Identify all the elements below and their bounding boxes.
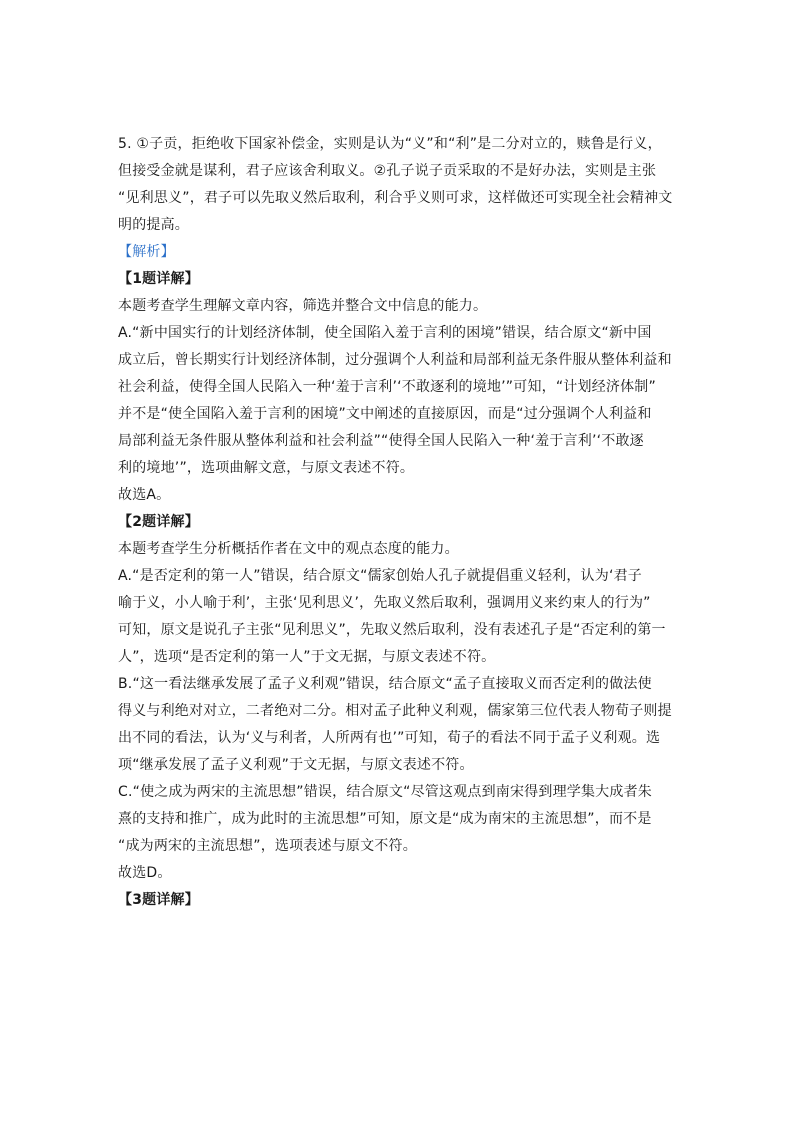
text-line: C.“使之成为两宋的主流思想”错误，结合原文“尽管这观点到南宋得到理学集大成者朱 bbox=[118, 784, 652, 800]
text-line: 但接受金就是谋利，君子应该舍利取义。②孔子说子贡采取的不是好办法，实则是主张 bbox=[118, 163, 657, 179]
text-line: A.“是否定利的第一人”错误，结合原文“儒家创始人孔子就提倡重义轻利，认为‘君子 bbox=[118, 568, 642, 584]
text-line: 故选D。 bbox=[118, 865, 172, 881]
question-2-section bbox=[118, 509, 688, 887]
text-line: 局部利益无条件服从整体利益和社会利益”“使得全国人民陷入一种‘羞于言利’‘不敢逐 bbox=[118, 433, 644, 449]
text-line: “见利思义”，君子可以先取义然后取利，利合乎义则可求，这样做还可实现全社会精神文 bbox=[118, 190, 673, 206]
question-3-heading: 【3题详解】 bbox=[118, 892, 199, 908]
text-line: A.“新中国实行的计划经济体制，使全国陷入羞于言利的困境”错误，结合原文“新中国 bbox=[118, 325, 652, 341]
text-line: 明的提高。 bbox=[118, 217, 189, 233]
text-line: 可知，原文是说孔子主张“见利思义”，先取义然后取利，没有表述孔子是“否定利的第一 bbox=[118, 622, 666, 638]
text-line: 出不同的看法，认为‘义与利者，人所两有也’”可知，荀子的看法不同于孟子义利观。选 bbox=[118, 730, 661, 746]
text-line: 得义与利绝对对立，二者绝对二分。相对孟子此种义利观，儒家第三位代表人物荀子则提 bbox=[118, 703, 672, 719]
text-line: B.“这一看法继承发展了孟子义利观”错误，结合原文“孟子直接取义而否定利的做法使 bbox=[118, 676, 652, 692]
question-2-heading: 【2题详解】 bbox=[118, 514, 199, 530]
question-3-section bbox=[118, 887, 688, 914]
text-line: 人”，选项“是否定利的第一人”于文无据，与原文表述不符。 bbox=[118, 649, 496, 665]
text-line: 本题考查学生理解文章内容，筛选并整合文中信息的能力。 bbox=[118, 298, 488, 314]
question-1-heading: 【1题详解】 bbox=[118, 271, 199, 287]
text-line: “成为两宋的主流思想”，选项表述与原文不符。 bbox=[118, 838, 417, 854]
text-line: 利的境地’”，选项曲解文意，与原文表述不符。 bbox=[118, 460, 415, 476]
text-line: 成立后，曾长期实行计划经济体制，过分强调个人利益和局部利益无条件服从整体利益和 bbox=[118, 352, 672, 368]
text-line: 本题考查学生分析概括作者在文中的观点态度的能力。 bbox=[118, 541, 459, 557]
text-line: 5. ①子贡，拒绝收下国家补偿金，实则是认为“义”和“利”是二分对立的，赎鲁是行义， bbox=[118, 136, 662, 152]
question-1-section bbox=[118, 266, 688, 509]
text-line: 项“继承发展了孟子义利观”于文无据，与原文表述不符。 bbox=[118, 757, 474, 773]
analysis-heading: 【解析】 bbox=[118, 244, 175, 260]
text-line: 喻于义，小人喻于利’，主张‘见利思义’，先取义然后取利，强调用义来约束人的行为” bbox=[118, 595, 651, 611]
document-content bbox=[118, 131, 688, 914]
text-line: 并不是“使全国陷入羞于言利的困境”文中阐述的直接原因，而是“过分强调个人利益和 bbox=[118, 406, 652, 422]
text-line: 社会利益，使得全国人民陷入一种‘羞于言利’‘不敢逐利的境地’”可知，“计划经济体制” bbox=[118, 379, 656, 395]
answer-5-paragraph bbox=[118, 131, 688, 239]
text-line: 故选A。 bbox=[118, 487, 171, 503]
text-line: 熹的支持和推广，成为此时的主流思想”可知，原文是“成为南宋的主流思想”，而不是 bbox=[118, 811, 652, 827]
